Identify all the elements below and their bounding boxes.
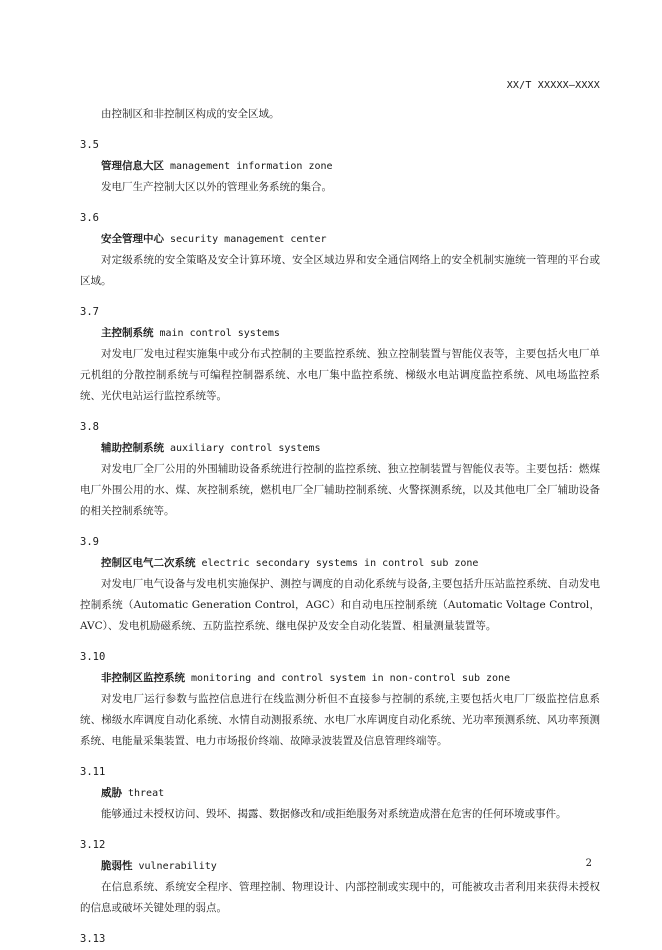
- clause-3-11: [80, 762, 600, 825]
- term-definition: 对发电厂运行参数与监控信息进行在线监测分析但不直接参与控制的系统,主要包括火电厂厂级监控信息系统、梯级水库调度自动化系统、水情自动测报系统、水电厂水库调度自动化系统、光功率预测系统、风功率预测系统、电能量采集装置、电力市场报价终端、故障录波装置及信息管理终端等。: [80, 693, 600, 747]
- page-number: 2: [585, 858, 592, 869]
- term-chinese: 非控制区监控系统: [101, 672, 185, 684]
- clause-number: 3.8: [80, 421, 99, 433]
- term-chinese: 威胁: [101, 787, 122, 799]
- term-english: electric secondary systems in control sub zone: [201, 558, 479, 569]
- term-chinese: 脆弱性: [101, 860, 133, 872]
- term-english: auxiliary control systems: [170, 443, 321, 454]
- term-chinese: 主控制系统: [101, 327, 154, 339]
- clause-3-6: [80, 208, 600, 292]
- clause-number: 3.13: [80, 933, 106, 945]
- clause-number: 3.10: [80, 651, 106, 663]
- clause-number: 3.12: [80, 839, 106, 851]
- term-heading: [80, 783, 600, 804]
- clause-3-5: [80, 135, 600, 198]
- term-english: security management center: [170, 234, 327, 245]
- page-content: [80, 104, 600, 950]
- term-definition: 对定级系统的安全策略及安全计算环境、安全区域边界和安全通信网络上的安全机制实施统一管理的平台或区域。: [80, 254, 600, 287]
- term-chinese: 管理信息大区: [101, 160, 164, 172]
- term-english: main control systems: [159, 328, 280, 339]
- term-definition: 对发电厂全厂公用的外围辅助设备系统进行控制的监控系统、独立控制装置与智能仪表等。主要包括：燃煤电厂外围公用的水、煤、灰控制系统，燃机电厂全厂辅助控制系统、火警探测系统，以及其他电厂全厂辅助设备的相关控制系统等。: [80, 463, 600, 517]
- clause-number: 3.5: [80, 139, 99, 151]
- clause-3-12: [80, 835, 600, 919]
- term-chinese: 控制区电气二次系统: [101, 557, 196, 569]
- term-definition: 能够通过未授权访问、毁坏、揭露、数据修改和/或拒绝服务对系统造成潜在危害的任何环境或事件。: [101, 808, 567, 820]
- term-definition: 在信息系统、系统安全程序、管理控制、物理设计、内部控制或实现中的，可能被攻击者利用来获得未授权的信息或破坏关键处理的弱点。: [80, 881, 600, 914]
- term-chinese: 辅助控制系统: [101, 442, 164, 454]
- clause-3-7: [80, 302, 600, 407]
- term-english: management information zone: [170, 161, 333, 172]
- clause-number: 3.9: [80, 536, 99, 548]
- term-definition: 对发电厂发电过程实施集中或分布式控制的主要监控系统、独立控制装置与智能仪表等，主要包括火电厂单元机组的分散控制系统与可编程控制器系统、水电厂集中监控系统、梯级水电站调度监控系统、风电场监控系统、光伏电站运行监控系统等。: [80, 348, 600, 402]
- document-code-header: XX/T XXXXX—XXXX: [506, 80, 600, 91]
- term-chinese: 安全管理中心: [101, 233, 164, 245]
- term-heading: [80, 323, 600, 344]
- term-heading: [80, 553, 600, 574]
- term-heading: [80, 856, 600, 877]
- term-definition: 对发电厂电气设备与发电机实施保护、测控与调度的自动化系统与设备,主要包括升压站监控系统、自动发电控制系统（Automatic Generation Control，AGC）和自动电压控制系统（Automatic Voltage Control，AVC）、发电机励磁系统、五防监控系统、继电保护及安全自动化装置、相量测量装置等。: [80, 578, 600, 632]
- clause-3-9: [80, 532, 600, 637]
- intro-paragraph: 由控制区和非控制区构成的安全区域。: [101, 108, 280, 120]
- term-heading: [80, 156, 600, 177]
- term-english: vulnerability: [138, 861, 217, 872]
- clause-3-8: [80, 417, 600, 522]
- term-heading: [80, 229, 600, 250]
- term-english: threat: [128, 788, 165, 799]
- term-definition: 发电厂生产控制大区以外的管理业务系统的集合。: [101, 181, 332, 193]
- term-heading: [80, 668, 600, 689]
- clause-number: 3.11: [80, 766, 106, 778]
- clause-list: [80, 135, 600, 919]
- clause-number: 3.7: [80, 306, 99, 318]
- clause-number: 3.6: [80, 212, 99, 224]
- term-english: monitoring and control system in non-control sub zone: [191, 673, 511, 684]
- clause-3-13: [80, 929, 600, 950]
- term-heading: [80, 438, 600, 459]
- clause-3-10: [80, 647, 600, 752]
